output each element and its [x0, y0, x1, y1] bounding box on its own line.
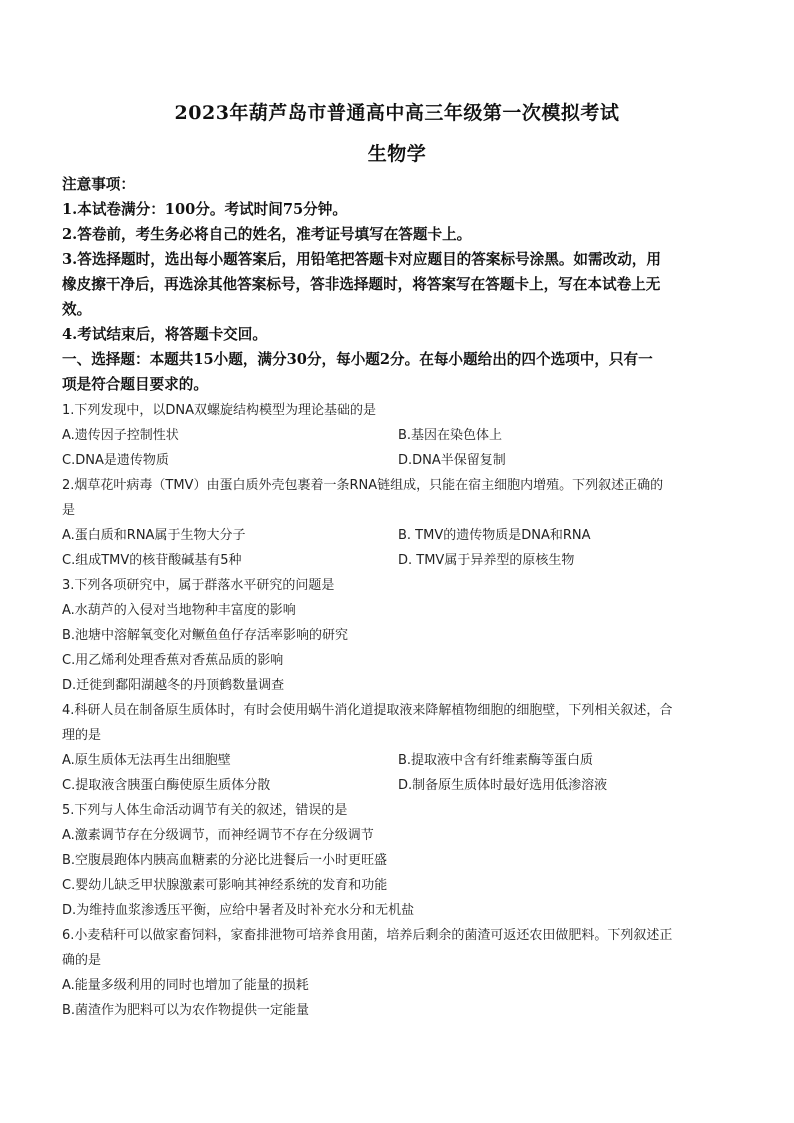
option-b: B.菌渣作为肥料可以为农作物提供一定能量 — [62, 1003, 310, 1018]
note-item: 效。 — [62, 301, 92, 318]
option-d: D.迁徙到鄱阳湖越冬的丹顶鹤数量调查 — [62, 678, 285, 693]
option-a: A.能量多级利用的同时也增加了能量的损耗 — [62, 978, 309, 993]
option-a: A.激素调节存在分级调节，而神经调节不存在分级调节 — [62, 828, 374, 843]
question-stem: 3.下列各项研究中，属于群落水平研究的问题是 — [62, 578, 335, 593]
question-stem-cont: 是 — [62, 503, 76, 518]
option-b: B. TMV的遗传物质是DNA和RNA — [398, 528, 591, 543]
option-b: B.空腹晨跑体内胰高血糖素的分泌比进餐后一小时更旺盛 — [62, 853, 388, 868]
option-a: A.原生质体无法再生出细胞壁 — [62, 753, 231, 768]
section-heading-cont: 项是符合题目要求的。 — [62, 376, 208, 393]
option-c: C.提取液含胰蛋白酶使原生质体分散 — [62, 778, 271, 793]
option-d: D. TMV属于异养型的原核生物 — [398, 553, 575, 568]
note-item: 3.答选择题时，选出每小题答案后，用铅笔把答题卡对应题目的答案标号涂黑。如需改动，用 — [62, 251, 661, 268]
note-item: 2.答卷前，考生务必将自己的姓名，准考证号填写在答题卡上。 — [62, 226, 472, 243]
question-stem-cont: 确的是 — [62, 953, 102, 968]
option-a: A.蛋白质和RNA属于生物大分子 — [62, 528, 246, 543]
subject-title: 生物学 — [367, 143, 427, 165]
option-a: A.水葫芦的入侵对当地物种丰富度的影响 — [62, 603, 296, 618]
option-d: D.DNA半保留复制 — [398, 453, 506, 468]
option-b: B.池塘中溶解氧变化对鳜鱼鱼仔存活率影响的研究 — [62, 628, 349, 643]
option-d: D.制备原生质体时最好选用低渗溶液 — [398, 778, 608, 793]
option-b: B.提取液中含有纤维素酶等蛋白质 — [398, 753, 594, 768]
exam-title: 2023年葫芦岛市普通高中高三年级第一次模拟考试 — [174, 102, 620, 124]
option-c: C.组成TMV的核苷酸碱基有5种 — [62, 553, 242, 568]
question-stem: 5.下列与人体生命活动调节有关的叙述，错误的是 — [62, 803, 348, 818]
question-stem: 1.下列发现中，以DNA双螺旋结构模型为理论基础的是 — [62, 403, 377, 418]
option-a: A.遗传因子控制性状 — [62, 428, 179, 443]
note-item: 橡皮擦干净后，再选涂其他答案标号，答非选择题时，将答案写在答题卡上，写在本试卷上无 — [62, 276, 661, 293]
option-c: C.DNA是遗传物质 — [62, 453, 169, 468]
notes-heading: 注意事项： — [62, 176, 135, 193]
option-c: C.婴幼儿缺乏甲状腺激素可影响其神经系统的发育和功能 — [62, 878, 388, 893]
option-d: D.为维持血浆渗透压平衡，应给中暑者及时补充水分和无机盐 — [62, 903, 415, 918]
question-stem-cont: 理的是 — [62, 728, 102, 743]
question-stem: 6.小麦秸秆可以做家畜饲料，家畜排泄物可培养食用菌，培养后剩余的菌渣可返还农田做肥料。下列叙述正 — [62, 928, 673, 943]
note-item: 1.本试卷满分：100分。考试时间75分钟。 — [62, 201, 347, 218]
question-stem: 4.科研人员在制备原生质体时，有时会使用蜗牛消化道提取液来降解植物细胞的细胞壁，下列相关叙述，合 — [62, 703, 673, 718]
option-c: C.用乙烯利处理香蕉对香蕉品质的影响 — [62, 653, 284, 668]
question-stem: 2.烟草花叶病毒（TMV）由蛋白质外壳包裹着一条RNA链组成，只能在宿主细胞内增殖。下列叙述正确的 — [62, 478, 664, 493]
section-heading: 一、选择题：本题共15小题，满分30分，每小题2分。在每小题给出的四个选项中，只有一 — [62, 351, 653, 368]
option-b: B.基因在染色体上 — [398, 428, 503, 443]
note-item: 4.考试结束后，将答题卡交回。 — [62, 326, 267, 343]
